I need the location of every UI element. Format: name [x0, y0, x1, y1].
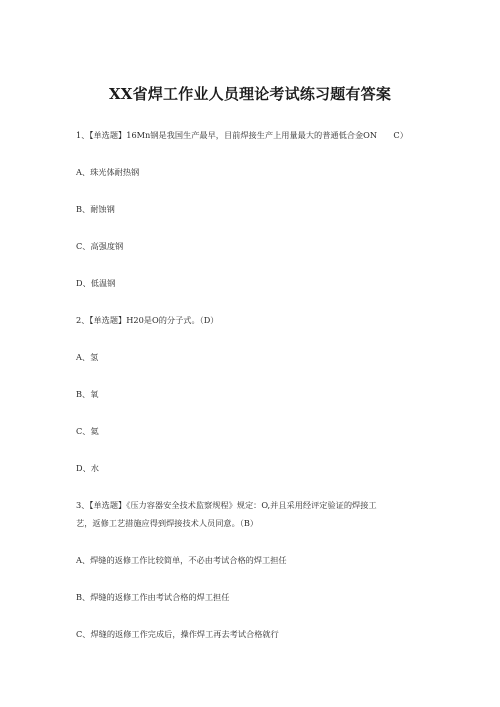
question-2-text: 2、【单选题】H20是O的分子式。（D）: [76, 315, 219, 325]
question-3-option-a: A、焊缝的返修工作比较简单，不必由考试合格的焊工担任: [76, 555, 287, 565]
document-title: XX省焊工作业人员理论考试练习题有答案: [108, 85, 392, 103]
question-2-option-b: B、氧: [76, 389, 99, 399]
question-1-option-d: D、低温钢: [76, 278, 116, 288]
question-1-option-b: B、耐蚀钢: [76, 204, 115, 214]
question-3-option-c: C、焊缝的返修工作完成后，操作焊工再去考试合格就行: [76, 629, 279, 639]
question-1-option-c: C、高强度钢: [76, 241, 124, 251]
question-1-option-a: A、珠光体耐热钢: [76, 167, 140, 177]
question-3-text-line-1: 3、【单选题】《压力容器安全技术监察规程》规定：O,并且采用经评定验证的焊接工: [76, 500, 377, 510]
question-3-text-line-2: 艺，返修工艺措施应得到焊接技术人员同意。（B）: [76, 518, 259, 528]
question-2-option-d: D、水: [76, 463, 99, 473]
question-2-option-c: C、氦: [76, 426, 99, 436]
question-2-option-a: A、氢: [76, 352, 99, 362]
question-1-text: 1、【单选题】16Mn钢是我国生产最早，目前焊接生产上用量最大的普通低合金ON C）: [76, 130, 408, 140]
question-3-option-b: B、焊缝的返修工作由考试合格的焊工担任: [76, 592, 230, 602]
